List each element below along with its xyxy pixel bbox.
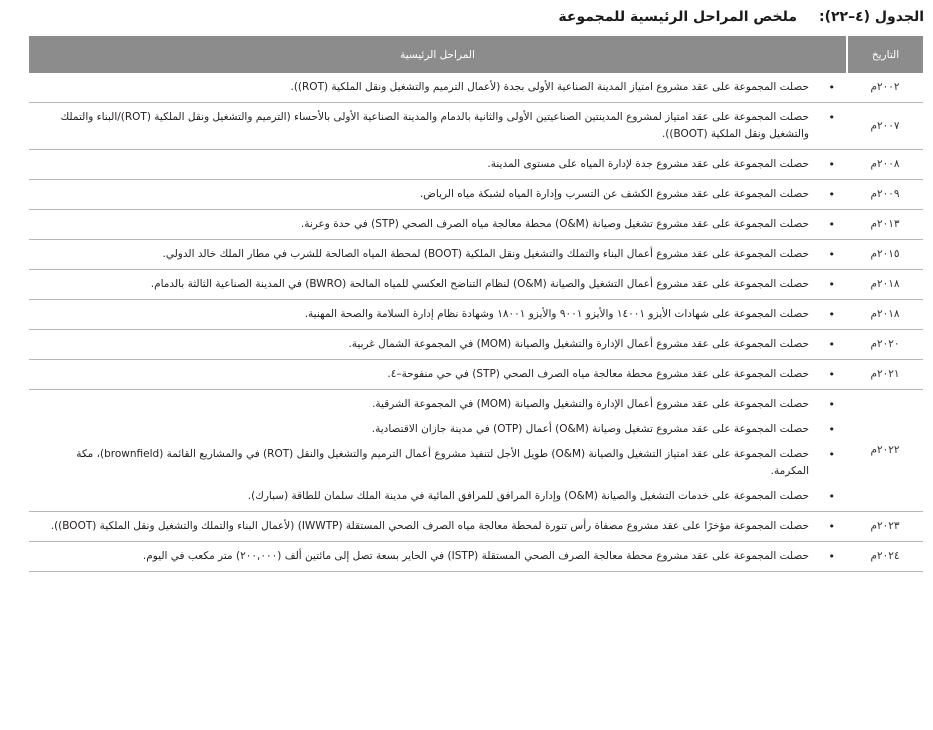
milestone-list [35, 186, 841, 203]
table-row [29, 542, 923, 572]
table-row [29, 270, 923, 300]
milestone-item: • حصلت المجموعة على عقد مشروع تشغيل وصيانة (O&M) محطة معالجة مياه الصرف الصحي (STP) في حدة وعرنة. [35, 216, 841, 233]
milestone-list [35, 109, 841, 143]
row-milestones [29, 240, 847, 270]
table-row [29, 240, 923, 270]
milestone-list [35, 548, 841, 565]
table-row [29, 210, 923, 240]
milestone-list [35, 276, 841, 293]
row-milestones [29, 270, 847, 300]
milestone-item: • حصلت المجموعة على عقد مشروع أعمال التشغيل والصيانة (O&M) لنظام التناضح العكسي للمياه المالحة (BWRO) في المدينة الصناعية الثالثة بالدمام. [35, 276, 841, 293]
row-milestones [29, 330, 847, 360]
milestone-item: • حصلت المجموعة على عقد مشروع محطة معالجة الصرف الصحي المستقلة (ISTP) في الحاير بسعة تصل إلى مائتين ألف (٢٠٠,٠٠٠) متر مكعب في اليوم. [35, 548, 841, 565]
milestone-list [35, 216, 841, 233]
row-date: ٢٠٠٢م [847, 73, 923, 103]
table-caption [558, 4, 924, 30]
milestone-list [35, 306, 841, 323]
milestone-list [35, 396, 841, 505]
header-date: التاريخ [847, 36, 923, 73]
row-date: ٢٠١٣م [847, 210, 923, 240]
table-row [29, 330, 923, 360]
table-row [29, 180, 923, 210]
row-date: ٢٠٢٢م [847, 390, 923, 512]
table-row [29, 512, 923, 542]
table-row [29, 360, 923, 390]
row-date: ٢٠٢٤م [847, 542, 923, 572]
milestone-item: • حصلت المجموعة على عقد مشروع تشغيل وصيانة (O&M) أعمال (OTP) في مدينة جازان الاقتصادية. [35, 421, 841, 438]
milestone-list [35, 336, 841, 353]
table-header-row [29, 36, 923, 73]
table-row [29, 300, 923, 330]
row-milestones [29, 360, 847, 390]
milestone-item: • حصلت المجموعة على عقد مشروع امتياز المدينة الصناعية الأولى بجدة (لأعمال الترميم والتشغيل ونقل الملكية (ROT)). [35, 79, 841, 96]
table-row [29, 150, 923, 180]
row-date: ٢٠١٨م [847, 270, 923, 300]
row-milestones [29, 390, 847, 512]
row-date: ٢٠٢٣م [847, 512, 923, 542]
row-date: ٢٠٠٧م [847, 103, 923, 150]
milestone-item: • حصلت المجموعة على عقد امتياز التشغيل والصيانة (O&M) طويل الأجل لتنفيذ مشروع أعمال الترميم والتشغيل والنقل (ROT) في والمشاريع القائمة (brownfield)، مكة المكرمة. [35, 446, 841, 480]
row-milestones [29, 73, 847, 103]
row-milestones [29, 150, 847, 180]
table-row [29, 73, 923, 103]
header-milestones: المراحل الرئيسية [29, 36, 847, 73]
row-date: ٢٠٢٠م [847, 330, 923, 360]
milestone-list [35, 366, 841, 383]
row-date: ٢٠٠٩م [847, 180, 923, 210]
milestone-item: • حصلت المجموعة على شهادات الأيزو ١٤٠٠١ والأيزو ٩٠٠١ والأيزو ١٨٠٠١ وشهادة نظام إدارة السلامة والصحة المهنية. [35, 306, 841, 323]
table-row [29, 103, 923, 150]
table-title: ملخص المراحل الرئيسية للمجموعة [558, 9, 797, 25]
milestones-table [29, 36, 923, 572]
milestone-list [35, 246, 841, 263]
milestone-item: • حصلت المجموعة على عقد مشروع أعمال الإدارة والتشغيل والصيانة (MOM) في المجموعة الشرقية. [35, 396, 841, 413]
table-number: الجدول (٤–٢٢): [819, 9, 924, 25]
row-milestones [29, 210, 847, 240]
row-milestones [29, 512, 847, 542]
row-date: ٢٠١٨م [847, 300, 923, 330]
row-date: ٢٠٢١م [847, 360, 923, 390]
milestone-item: • حصلت المجموعة مؤخرًا على عقد مشروع مصفاة رأس تنورة لمحطة معالجة مياه الصرف الصحي المستقلة (IWWTP) (لأعمال البناء والتملك والتشغيل ونقل الملكية (BOOT)). [35, 518, 841, 535]
milestone-list [35, 79, 841, 96]
table-row [29, 390, 923, 512]
milestone-list [35, 518, 841, 535]
milestone-item: • حصلت المجموعة على عقد مشروع محطة معالجة مياه الصرف الصحي (STP) في حي منفوحة–٤. [35, 366, 841, 383]
row-date: ٢٠١٥م [847, 240, 923, 270]
table-body [29, 73, 923, 572]
row-milestones [29, 103, 847, 150]
milestone-item: • حصلت المجموعة على عقد مشروع أعمال البناء والتملك والتشغيل ونقل الملكية (BOOT) لمحطة المياه الصالحة للشرب في مطار الملك خالد الدولي. [35, 246, 841, 263]
milestone-item: • حصلت المجموعة على عقد مشروع أعمال الإدارة والتشغيل والصيانة (MOM) في المجموعة الشمال غربية. [35, 336, 841, 353]
milestone-item: • حصلت المجموعة على عقد مشروع جدة لإدارة المياه على مستوى المدينة. [35, 156, 841, 173]
row-milestones [29, 300, 847, 330]
row-date: ٢٠٠٨م [847, 150, 923, 180]
milestone-list [35, 156, 841, 173]
milestone-item: • حصلت المجموعة على عقد امتياز لمشروع المدينتين الصناعيتين الأولى والثانية بالدمام والمدينة الصناعية الأولى بالأحساء (الترميم والتشغيل ونقل الملكية (ROT)/البناء والتملك والتشغيل ونقل الملكية (BOOT)). [35, 109, 841, 143]
row-milestones [29, 542, 847, 572]
milestone-item: • حصلت المجموعة على خدمات التشغيل والصيانة (O&M) وإدارة المرافق للمرافق المائية في مدينة الملك سلمان للطاقة (سبارك). [35, 488, 841, 505]
row-milestones [29, 180, 847, 210]
milestone-item: • حصلت المجموعة على عقد مشروع الكشف عن التسرب وإدارة المياه لشبكة مياه الرياض. [35, 186, 841, 203]
